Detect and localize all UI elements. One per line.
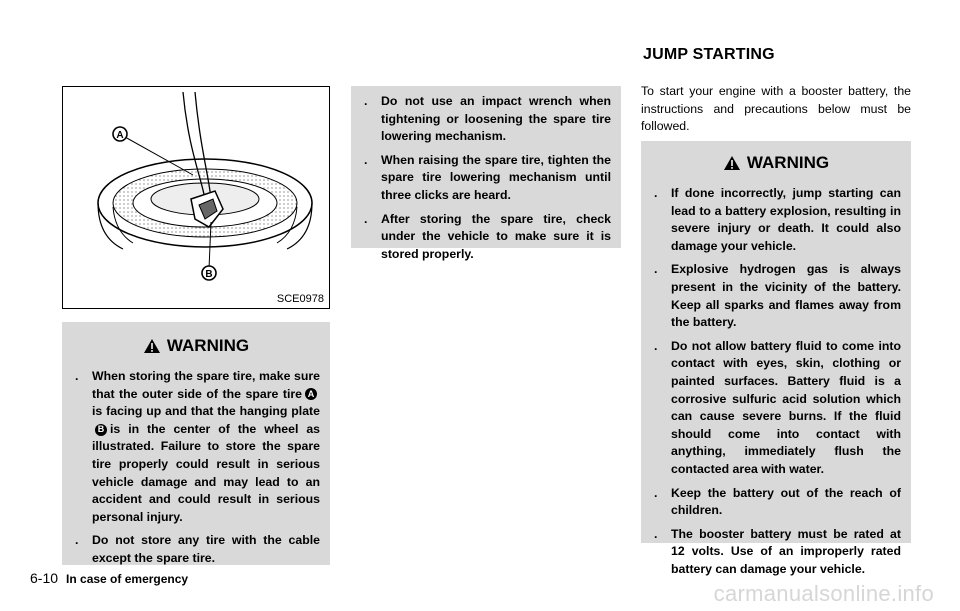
warning-list [641,185,911,578]
spare-tire-illustration [62,86,330,309]
callout-a [113,127,127,141]
warning-list [62,368,330,568]
list-item: . Explosive hydrogen gas is always present in the vicinity of the battery. Keep all sparks and flames away from the battery. [654,262,901,330]
list-item: . When raising the spare tire, tighten the spare tire lowering mechanism until three clicks are heard. [364,152,611,202]
spare-tire-drawing [63,87,329,308]
warning-box-spare-tire [62,322,330,565]
callout-b-ref: B [95,424,107,436]
list-item: . If done incorrectly, jump starting can lead to a battery explosion, resulting in severe injury or death. It could also damage your vehicle. [654,186,901,253]
warning-heading: WARNING [62,336,330,356]
list-item: . The booster battery must be rated at 12 volts. Use of an improperly rated battery can damage your vehicle. [654,526,901,576]
list-item: . Do not store any tire with the cable except the spare tire. [75,533,320,565]
warning-triangle-icon [143,338,161,354]
warning-box-continued [351,86,621,261]
watermark: carmanualsonline.info [713,581,934,606]
warning-box-jump-starting [641,141,911,576]
warning-list [351,93,621,263]
section-name: In case of emergency [66,572,189,586]
list-item: . After storing the spare tire, check under the vehicle to make sure it is stored properly. [364,211,611,261]
figure-code: SCE0978 [276,293,324,305]
warning-heading: WARNING [641,153,911,173]
list-item: . Do not allow battery fluid to come into contact with eyes, skin, clothing or painted surfaces. Battery fluid is a corrosive sulfuric acid solution which can cause severe burns. If the fluid should come into contact with anything, immediately flush the contacted area with water. [654,338,901,476]
callout-b [202,266,216,280]
page-footer [30,570,188,586]
page-number: 6-10 [30,570,59,586]
warning-triangle-icon [723,155,741,171]
svg-text:A: A [116,130,124,141]
list-item: . When storing the spare tire, make sure that the outer side of the spare tire Ais facing up and that the hanging plateB is in the center of the wheel as illustrated. Failure to store the spare tire properly could result in serious vehicle damage and may lead to an accident and could result in serious personal injury. [75,369,320,524]
svg-text:B: B [205,269,213,280]
section-title: JUMP STARTING [643,46,775,63]
list-item: . Do not use an impact wrench when tightening or loosening the spare tire lowering mechanism. [364,94,611,144]
callout-a-ref: A [305,388,317,400]
intro-paragraph: To start your engine with a booster battery, the instructions and precautions below must be followed. [641,84,911,134]
list-item: . Keep the battery out of the reach of children. [654,485,901,518]
